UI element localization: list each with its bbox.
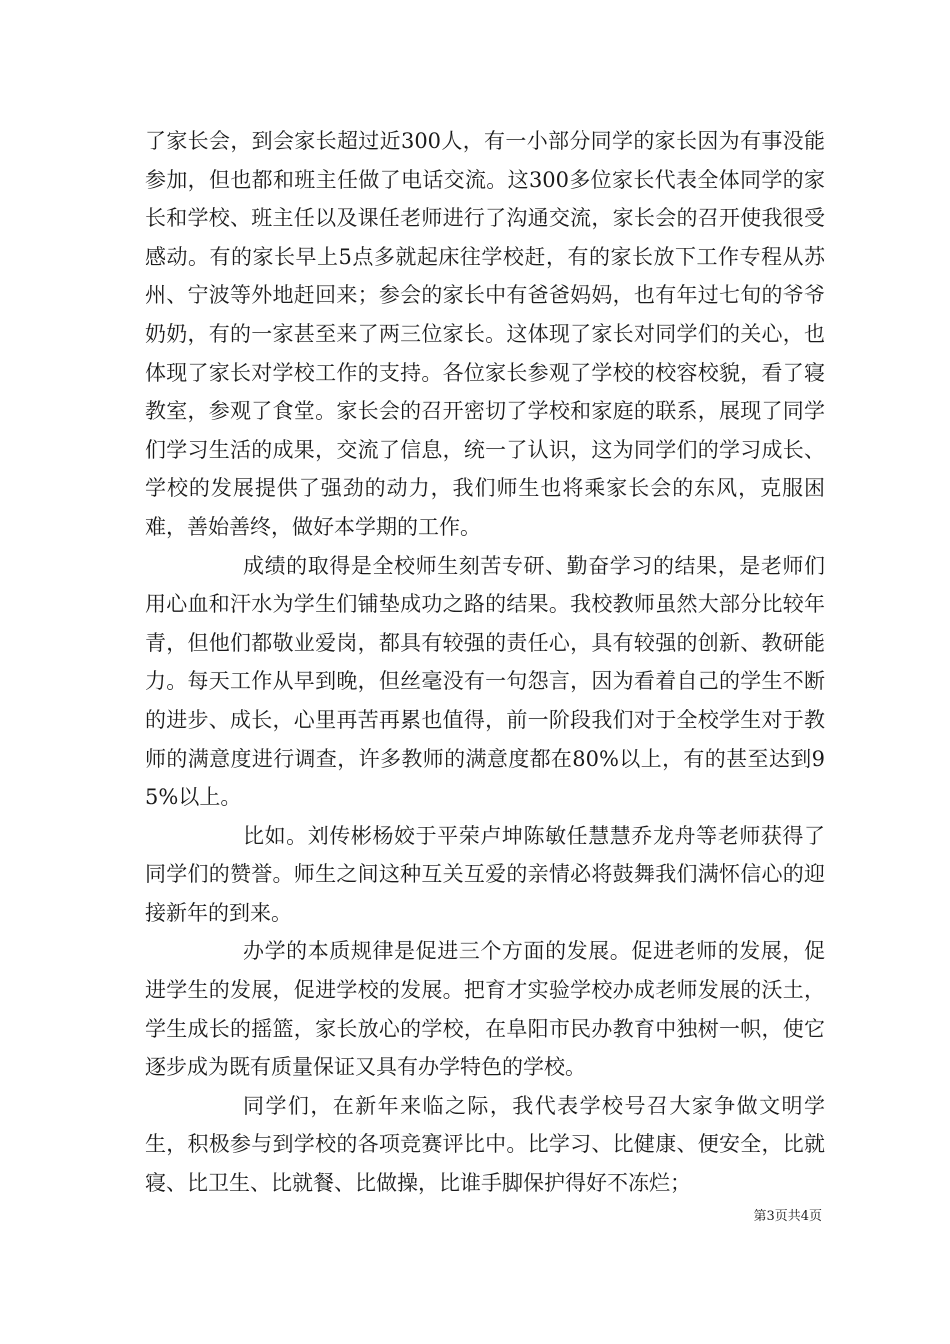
paragraph-call-to-action: 同学们，在新年来临之际，我代表学校号召大家争做文明学生，积极参与到学校的各项竞赛评比中。比学习、比健康、便安全，比就寝、比卫生、比就餐、比做操，比谁手脚保护得好不冻烂； xyxy=(145,1093,825,1196)
page-number-footer: 第3页共4页 xyxy=(753,1209,822,1224)
paragraph-continuation: 了家长会，到会家长超过近300人，有一小部分同学的家长因为有事没能参加，但也都和班主任做了电话交流。这300多位家长代表全体同学的家长和学校、班主任以及课任老师进行了沟通交流，家长会的召开使我很受感动。有的家长早上5点多就起床往学校赶，有的家长放下工作专程从苏州、宁波等外地赶回来；参会的家长中有爸爸妈妈，也有年过七旬的爷爷奶奶，有的一家甚至来了两三位家长。这体现了家长对同学们的关心，也体现了家长对学校工作的支持。各位家长参观了学校的校容校貌，看了寝教室，参观了食堂。家长会的召开密切了学校和家庭的联系，展现了同学们学习生活的成果，交流了信息，统一了认识，这为同学们的学习成长、学校的发展提供了强劲的动力，我们师生也将乘家长会的东风，克服困难，善始善终，做好本学期的工作。 xyxy=(145,129,825,539)
paragraph-teacher-praise: 比如。刘传彬杨姣于平荣卢坤陈敏任慧慧乔龙舟等老师获得了同学们的赞誉。师生之间这种互关互爱的亲情必将鼓舞我们满怀信心的迎接新年的到来。 xyxy=(145,823,825,925)
paragraph-school-development: 办学的本质规律是促进三个方面的发展。促进老师的发展，促进学生的发展，促进学校的发展。把育才实验学校办成老师发展的沃土，学生成长的摇篮，家长放心的学校，在阜阳市民办教育中独树一帜，使它逐步成为既有质量保证又具有办学特色的学校。 xyxy=(145,939,825,1080)
document-body xyxy=(145,122,825,1203)
paragraph-achievements: 成绩的取得是全校师生刻苦专研、勤奋学习的结果，是老师们用心血和汗水为学生们铺垫成功之路的结果。我校教师虽然大部分比较年青，但他们都敬业爱岗，都具有较强的责任心，具有较强的创新、教研能力。每天工作从早到晚，但丝毫没有一句怨言，因为看着自己的学生不断的进步、成长，心里再苦再累也值得，前一阶段我们对于全校学生对于教师的满意度进行调查，许多教师的满意度都在80%以上，有的甚至达到95%以上。 xyxy=(145,553,825,810)
